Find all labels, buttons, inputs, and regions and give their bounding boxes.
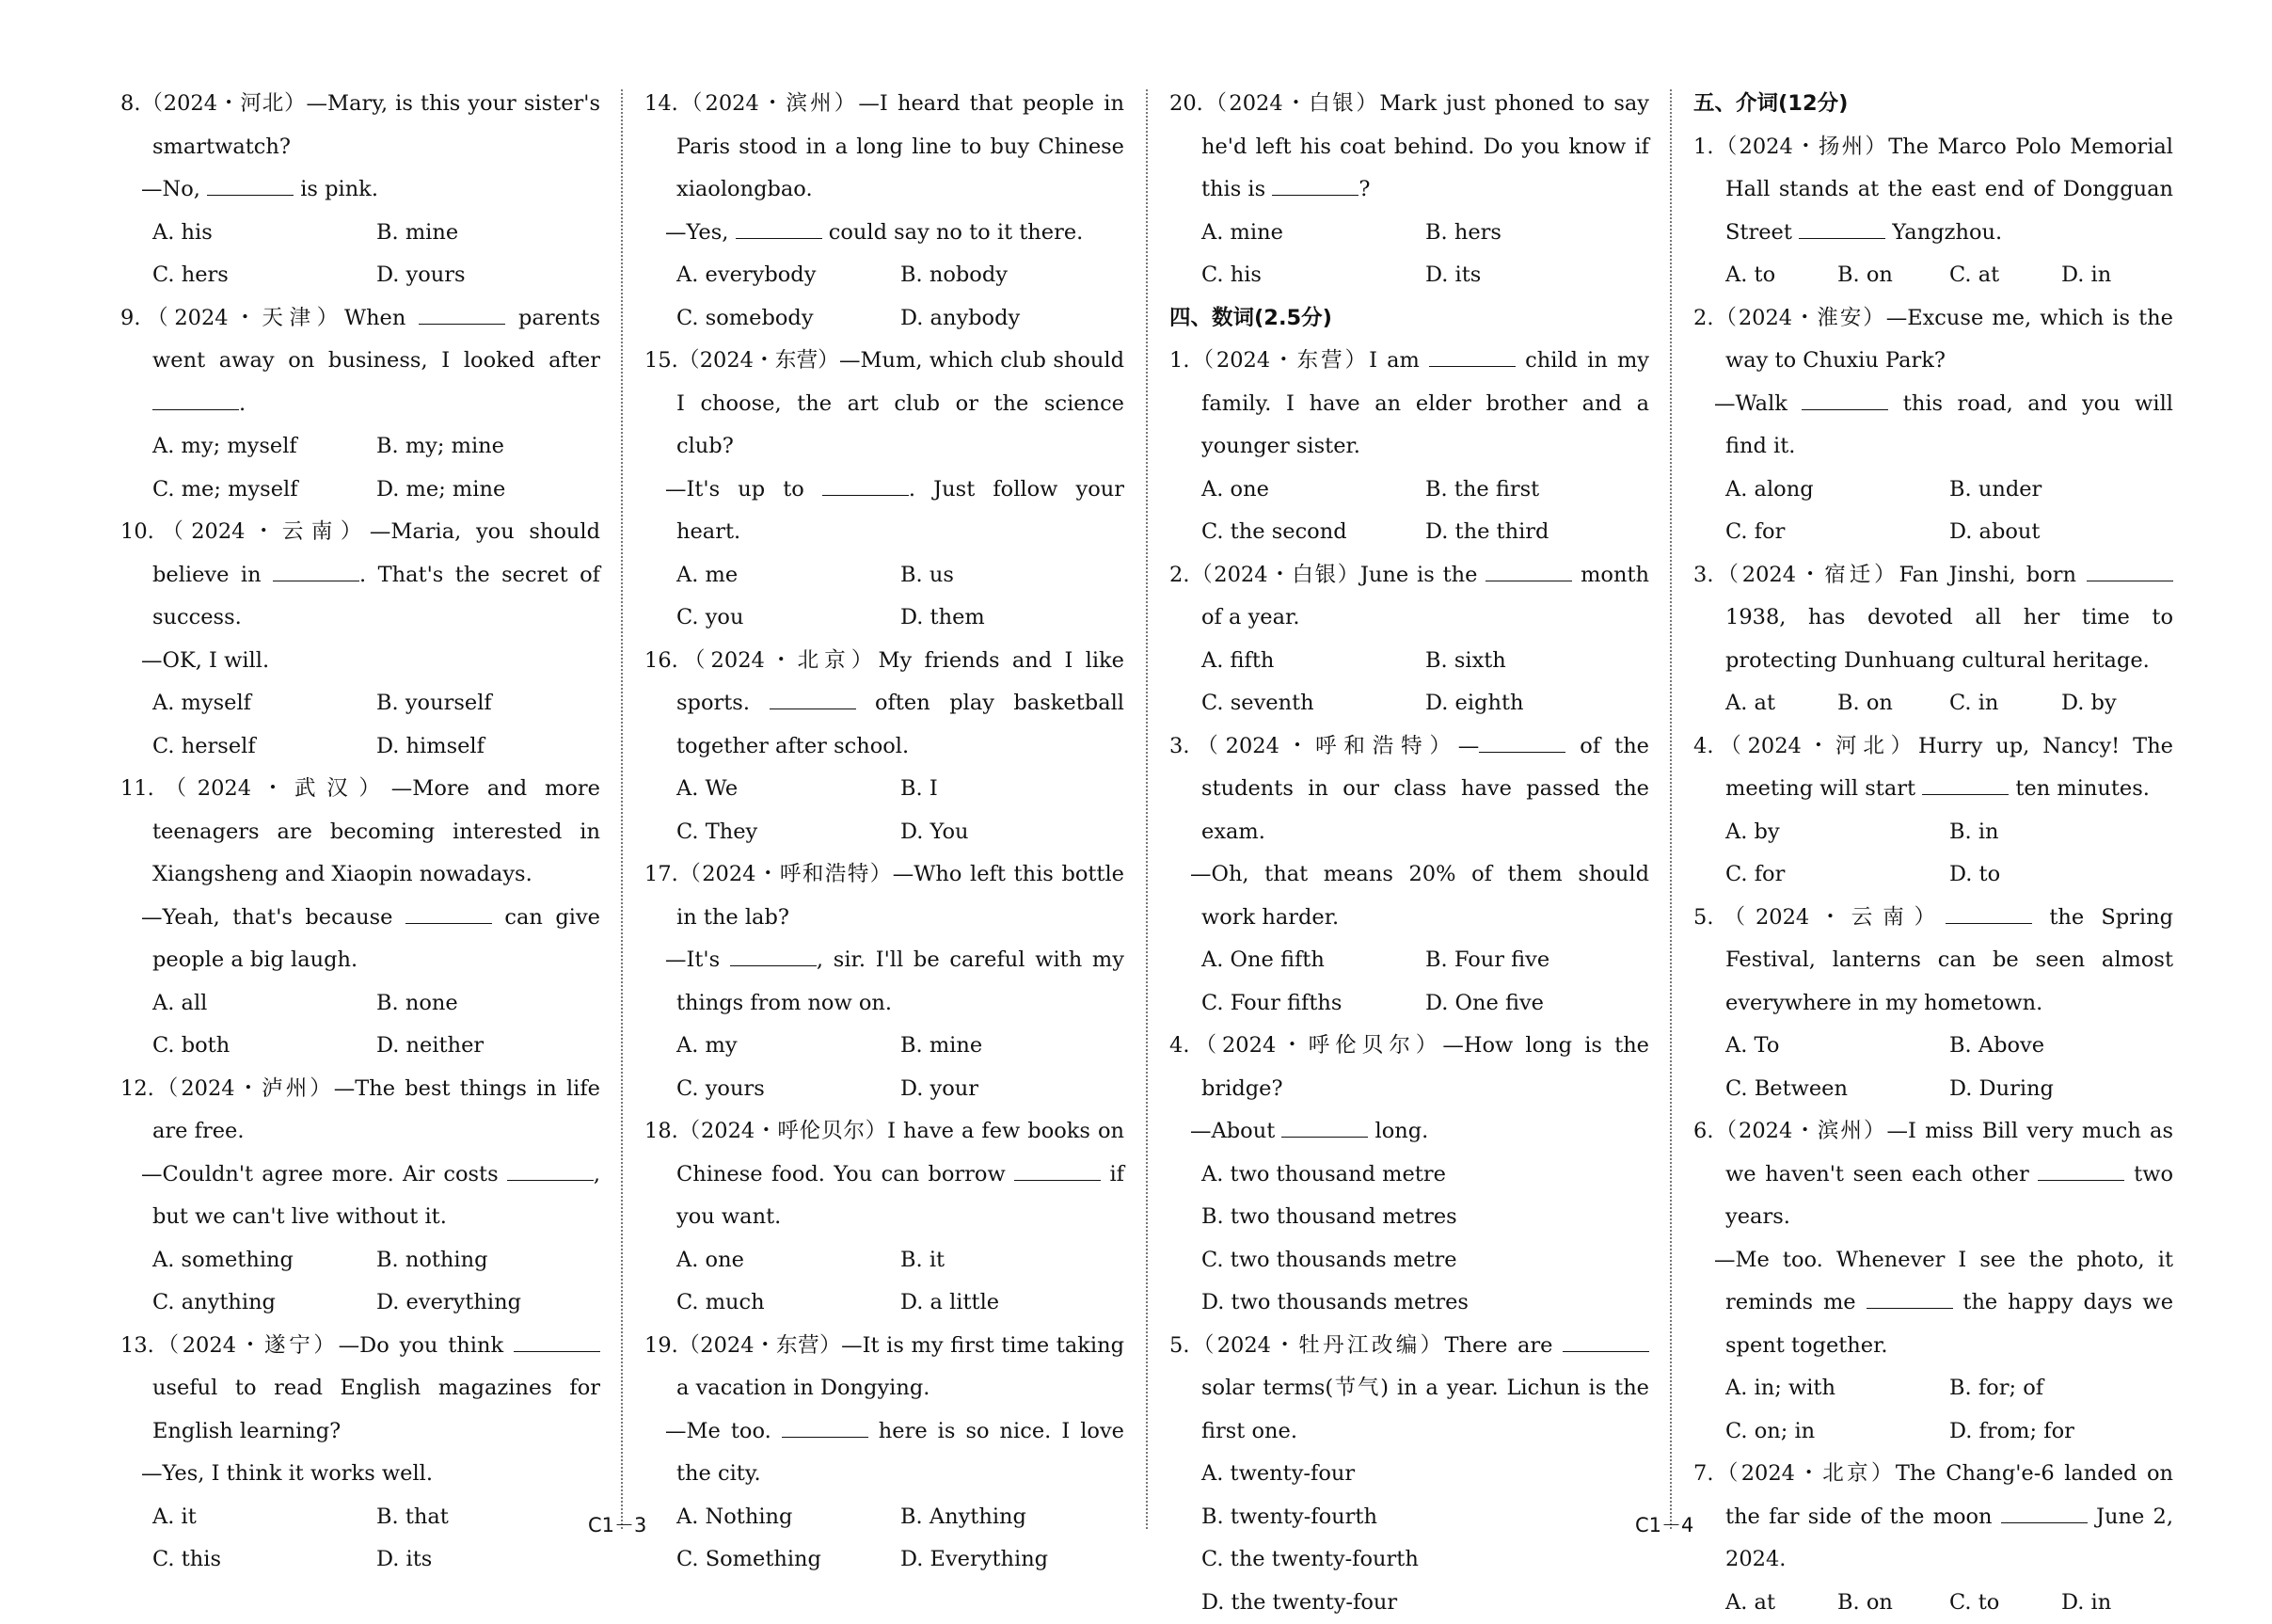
question-text: of the students in our class have passed the exam. xyxy=(1201,734,1649,844)
question-text: ? xyxy=(1358,177,1370,201)
options-grid xyxy=(1169,640,1649,725)
question-text: —Me too. xyxy=(665,1419,782,1443)
answer-option[interactable]: D. himself xyxy=(376,725,600,769)
answer-blank[interactable] xyxy=(1014,1160,1101,1180)
answer-option[interactable]: D. your xyxy=(900,1068,1124,1111)
answer-option[interactable]: A. two thousand metre xyxy=(1169,1154,1649,1197)
question-stem xyxy=(644,340,1124,469)
answer-option[interactable]: D. in xyxy=(2061,254,2173,297)
question xyxy=(1693,554,2173,725)
question-stem xyxy=(1169,340,1649,469)
question xyxy=(120,511,600,768)
question-text: —Oh, that means 20% of them should work harder. xyxy=(1190,862,1649,930)
question-text: the Spring Festival, lanterns can be seen almost everywhere in my hometown. xyxy=(1725,905,2173,1015)
dialogue-line xyxy=(644,469,1124,554)
answer-blank[interactable] xyxy=(2087,561,2173,581)
answer-blank[interactable] xyxy=(1867,1289,1953,1309)
answer-blank[interactable] xyxy=(507,1160,594,1180)
dialogue-line xyxy=(644,1410,1124,1496)
question-stem xyxy=(1693,1453,2173,1582)
answer-option[interactable]: D. its xyxy=(376,1538,600,1582)
question-text: 3.（2024・宿迁）Fan Jinshi, born xyxy=(1693,563,2087,587)
answer-blank[interactable] xyxy=(273,561,359,581)
answer-option[interactable]: B. nothing xyxy=(376,1239,600,1282)
answer-option[interactable]: C. me; myself xyxy=(152,469,376,512)
answer-option[interactable]: C. Between xyxy=(1725,1068,1949,1111)
options-grid xyxy=(120,212,600,297)
column-1 xyxy=(120,83,600,1582)
options-grid xyxy=(644,1025,1124,1110)
question-text: , sir. I'll be careful with my things from now on. xyxy=(676,947,1124,1015)
question-text: here is so nice. I love the city. xyxy=(676,1419,1124,1487)
question xyxy=(644,340,1124,640)
question xyxy=(120,1068,600,1325)
answer-option[interactable]: A. one xyxy=(676,1239,900,1282)
answer-option[interactable]: A. at xyxy=(1725,682,1837,725)
question-text: this road, and you will find it. xyxy=(1725,391,2173,459)
question-stem xyxy=(1693,554,2173,683)
question-text: 3.（2024・呼和浩特）— xyxy=(1169,734,1479,758)
question-text: 6.（2024・滨州）—I miss Bill very much as we haven't seen each other xyxy=(1693,1119,2173,1186)
question-text: —Yeah, that's because xyxy=(141,905,405,930)
answer-option[interactable]: A. something xyxy=(152,1239,376,1282)
answer-option[interactable]: D. a little xyxy=(900,1282,1124,1325)
column-3 xyxy=(1169,83,1649,1624)
question-stem xyxy=(120,83,600,168)
answer-option[interactable]: D. them xyxy=(900,597,1124,640)
answer-blank[interactable] xyxy=(822,475,909,495)
question-text: if you want. xyxy=(676,1162,1124,1230)
answer-option[interactable]: D. about xyxy=(1949,511,2173,554)
answer-option[interactable]: B. Above xyxy=(1949,1025,2173,1068)
question-text: . Just follow your heart. xyxy=(676,477,1124,545)
answer-option[interactable]: C. Four fifths xyxy=(1201,982,1425,1026)
answer-blank[interactable] xyxy=(1281,1118,1368,1138)
answer-option[interactable]: C. for xyxy=(1725,853,1949,897)
answer-option[interactable]: A. Nothing xyxy=(676,1496,900,1539)
answer-option[interactable]: B. yourself xyxy=(376,682,600,725)
answer-option[interactable]: B. nobody xyxy=(900,254,1124,297)
question-text: 12.（2024・泸州）—The best things in life are free. xyxy=(120,1076,600,1144)
answer-blank[interactable] xyxy=(1479,732,1565,752)
question-text: 11.（2024・武汉）—More and more teenagers are becoming interested in Xiangsheng and Xiaopin nowadays. xyxy=(120,776,600,886)
question-text: 1938, has devoted all her time to protecting Dunhuang cultural heritage. xyxy=(1725,605,2173,673)
options-grid xyxy=(644,1239,1124,1325)
question-text: 8.（2024・河北）—Mary, is this your sister's smartwatch? xyxy=(120,91,600,159)
answer-option[interactable]: D. to xyxy=(1949,853,2173,897)
answer-blank[interactable] xyxy=(2001,1503,2088,1522)
question-text: is pink. xyxy=(294,177,378,201)
options-grid xyxy=(644,768,1124,853)
answer-option[interactable]: C. on; in xyxy=(1725,1410,1949,1454)
answer-option[interactable]: A. it xyxy=(152,1496,376,1539)
answer-option[interactable]: B. two thousand metres xyxy=(1169,1196,1649,1239)
dialogue-line xyxy=(120,640,600,683)
question-stem xyxy=(644,1325,1124,1410)
question-text: —Yes, I think it works well. xyxy=(141,1461,433,1486)
question-stem xyxy=(1169,725,1649,854)
answer-option[interactable]: D. eighth xyxy=(1425,682,1649,725)
answer-blank[interactable] xyxy=(514,1331,600,1351)
answer-blank[interactable] xyxy=(1946,903,2032,923)
answer-option[interactable]: C. in xyxy=(1949,682,2061,725)
question xyxy=(1693,1453,2173,1624)
answer-option[interactable]: D. the twenty-four xyxy=(1169,1582,1649,1624)
answer-option[interactable]: B. on xyxy=(1837,254,1949,297)
answer-option[interactable]: A. to xyxy=(1725,254,1837,297)
question-text: 16.（2024・北京）My friends and I like sports. xyxy=(644,648,1124,716)
question xyxy=(1169,340,1649,554)
question-stem xyxy=(644,853,1124,939)
question-text: could say no to it there. xyxy=(822,220,1084,245)
options-grid xyxy=(120,682,600,768)
answer-option[interactable]: B. under xyxy=(1949,469,2173,512)
question-text: , but we can't live without it. xyxy=(152,1162,600,1230)
answer-option[interactable]: D. One five xyxy=(1425,982,1649,1026)
options-grid xyxy=(1169,939,1649,1025)
question-text: 4.（2024・河北）Hurry up, Nancy! The meeting will start xyxy=(1693,734,2173,802)
answer-option[interactable]: B. mine xyxy=(900,1025,1124,1068)
options-grid xyxy=(644,554,1124,640)
dialogue-line xyxy=(120,897,600,982)
answer-option[interactable]: B. my; mine xyxy=(376,425,600,469)
answer-option[interactable]: D. two thousands metres xyxy=(1169,1282,1649,1325)
answer-option[interactable]: D. neither xyxy=(376,1025,600,1068)
question-stem xyxy=(644,1110,1124,1239)
options-grid xyxy=(120,1496,600,1582)
options-grid xyxy=(120,1239,600,1325)
answer-option[interactable]: B. in xyxy=(1949,811,2173,854)
question-text: 19.（2024・东营）—It is my first time taking a vacation in Dongying. xyxy=(644,1333,1124,1401)
question-text: parents went away on business, I looked after xyxy=(152,306,600,374)
answer-option[interactable]: A. his xyxy=(152,212,376,255)
dialogue-line xyxy=(1693,383,2173,469)
column-4 xyxy=(1693,83,2173,1624)
question-text: long. xyxy=(1368,1119,1428,1143)
answer-option[interactable]: C. his xyxy=(1201,254,1425,297)
answer-option[interactable]: A. my; myself xyxy=(152,425,376,469)
question-stem xyxy=(1693,1110,2173,1239)
answer-option[interactable]: B. sixth xyxy=(1425,640,1649,683)
options-grid xyxy=(1693,469,2173,554)
answer-option[interactable]: C. the twenty-fourth xyxy=(1169,1538,1649,1582)
question-stem xyxy=(1693,725,2173,811)
question-stem xyxy=(1169,1025,1649,1110)
question xyxy=(1693,126,2173,297)
answer-blank[interactable] xyxy=(1563,1331,1649,1351)
answer-blank[interactable] xyxy=(730,947,817,966)
dialogue-line xyxy=(120,1453,600,1496)
answer-blank[interactable] xyxy=(207,176,294,196)
question-text: —Yes, xyxy=(665,220,736,245)
question xyxy=(120,83,600,297)
answer-option[interactable]: B. I xyxy=(900,768,1124,811)
answer-blank[interactable] xyxy=(1802,390,1888,409)
question-text: 1.（2024・扬州）The Marco Polo Memorial Hall stands at the east end of Dongguan Street xyxy=(1693,135,2173,245)
answer-option[interactable]: B. for; of xyxy=(1949,1367,2173,1410)
answer-option[interactable]: C. both xyxy=(152,1025,376,1068)
answer-option[interactable]: B. the first xyxy=(1425,469,1649,512)
answer-option[interactable]: D. from; for xyxy=(1949,1410,2173,1454)
question xyxy=(1693,897,2173,1111)
question xyxy=(1169,1025,1649,1325)
question xyxy=(120,297,600,512)
answer-option[interactable]: A. at xyxy=(1725,1582,1837,1624)
question xyxy=(644,1110,1124,1325)
question-text: . That's the secret of success. xyxy=(152,563,600,630)
question-text: often play basketball together after school. xyxy=(676,691,1124,758)
answer-option[interactable]: C. They xyxy=(676,811,900,854)
question-text: —No, xyxy=(141,177,207,201)
answer-option[interactable]: B. it xyxy=(900,1239,1124,1282)
options-grid xyxy=(1693,1582,2173,1624)
question xyxy=(1693,1110,2173,1453)
answer-option[interactable]: D. the third xyxy=(1425,511,1649,554)
answer-option[interactable]: C. the second xyxy=(1201,511,1425,554)
dialogue-line xyxy=(1169,853,1649,939)
options-grid xyxy=(644,254,1124,340)
question-text: —Walk xyxy=(1714,391,1802,416)
question-text: 18.（2024・呼伦贝尔）I have a few books on Chinese food. You can borrow xyxy=(644,1119,1124,1186)
answer-option[interactable]: A. twenty-four xyxy=(1169,1453,1649,1496)
question-text: 1.（2024・东营）I am xyxy=(1169,348,1429,373)
answer-option[interactable]: D. anybody xyxy=(900,297,1124,341)
dialogue-line xyxy=(644,939,1124,1025)
answer-option[interactable]: C. somebody xyxy=(676,297,900,341)
question-stem xyxy=(120,297,600,426)
question-stem xyxy=(1169,554,1649,640)
answer-option[interactable]: A. my xyxy=(676,1025,900,1068)
answer-option[interactable]: B. twenty-fourth xyxy=(1169,1496,1649,1539)
answer-option[interactable]: D. me; mine xyxy=(376,469,600,512)
question-text: useful to read English magazines for English learning? xyxy=(152,1376,600,1443)
options-grid xyxy=(1169,212,1649,297)
answer-option[interactable]: D. its xyxy=(1425,254,1649,297)
options-grid xyxy=(120,982,600,1068)
options-grid xyxy=(1693,1025,2173,1110)
question-text: 17.（2024・呼和浩特）—Who left this bottle in the lab? xyxy=(644,862,1124,930)
answer-blank[interactable] xyxy=(770,690,856,709)
question xyxy=(120,1325,600,1582)
answer-option[interactable]: D. You xyxy=(900,811,1124,854)
question-text: two years. xyxy=(1725,1162,2173,1230)
column-separator xyxy=(1146,89,1148,1529)
question xyxy=(120,768,600,1068)
answer-blank[interactable] xyxy=(152,390,239,409)
dialogue-line xyxy=(644,212,1124,255)
answer-option[interactable]: A. fifth xyxy=(1201,640,1425,683)
dialogue-line xyxy=(120,1154,600,1239)
question-text: 5.（2024・云南） xyxy=(1693,905,1946,930)
answer-option[interactable]: D. Everything xyxy=(900,1538,1124,1582)
question xyxy=(644,1325,1124,1582)
question-text: —It's xyxy=(665,947,730,972)
answer-option[interactable]: C. you xyxy=(676,597,900,640)
answer-blank[interactable] xyxy=(405,903,492,923)
question-text: solar terms(节气) in a year. Lichun is the first one. xyxy=(1201,1376,1649,1443)
question xyxy=(644,853,1124,1110)
answer-option[interactable]: D. in xyxy=(2061,1582,2173,1624)
answer-option[interactable]: D. everything xyxy=(376,1282,600,1325)
question-text: 7.（2024・北京）The Chang'e-6 landed on the far side of the moon xyxy=(1693,1461,2173,1529)
question-text: 13.（2024・遂宁）—Do you think xyxy=(120,1333,514,1358)
question xyxy=(1693,297,2173,554)
answer-option[interactable]: C. Something xyxy=(676,1538,900,1582)
column-separator xyxy=(1670,89,1672,1529)
question-text: 5.（2024・牡丹江改编）There are xyxy=(1169,1333,1563,1358)
answer-option[interactable]: B. mine xyxy=(376,212,600,255)
dialogue-line xyxy=(1169,1110,1649,1154)
answer-option[interactable]: A. all xyxy=(152,982,376,1026)
question-text: 9.（2024・天津）When xyxy=(120,306,419,330)
question-stem xyxy=(644,83,1124,212)
question xyxy=(1169,554,1649,725)
answer-option[interactable]: B. that xyxy=(376,1496,600,1539)
options-grid xyxy=(1693,682,2173,725)
question-text: 2.（2024・淮安）—Excuse me, which is the way to Chuxiu Park? xyxy=(1693,306,2173,374)
answer-option[interactable]: C. for xyxy=(1725,511,1949,554)
question-text: child in my family. I have an elder brother and a younger sister. xyxy=(1201,348,1649,458)
answer-option[interactable]: A. We xyxy=(676,768,900,811)
question-text: 14.（2024・滨州）—I heard that people in Paris stood in a long line to buy Chinese xiaolongbao. xyxy=(644,91,1124,201)
question xyxy=(1693,725,2173,897)
answer-option[interactable]: A. one xyxy=(1201,469,1425,512)
answer-blank[interactable] xyxy=(1272,176,1358,196)
question-stem xyxy=(120,1325,600,1454)
question xyxy=(644,640,1124,854)
question-text: can give people a big laugh. xyxy=(152,905,600,973)
answer-option[interactable]: A. in; with xyxy=(1725,1367,1949,1410)
section-heading: 四、数词(2.5分) xyxy=(1169,297,1649,341)
column-2 xyxy=(644,83,1124,1582)
question-text: —Me too. Whenever I see the photo, it reminds me xyxy=(1714,1248,2173,1315)
question-text: month of a year. xyxy=(1201,563,1649,630)
answer-option[interactable]: C. anything xyxy=(152,1282,376,1325)
question-stem xyxy=(1169,83,1649,212)
answer-blank[interactable] xyxy=(1486,561,1572,581)
question-stem xyxy=(1169,1325,1649,1454)
answer-option[interactable]: C. yours xyxy=(676,1068,900,1111)
question-text: 10.（2024・云南）—Maria, you should believe in xyxy=(120,519,600,587)
question-stem xyxy=(1693,297,2173,383)
answer-option[interactable]: A. One fifth xyxy=(1201,939,1425,982)
options-grid xyxy=(1169,469,1649,554)
question-text: ten minutes. xyxy=(2009,776,2150,801)
answer-blank[interactable] xyxy=(1922,775,2009,795)
dialogue-line xyxy=(1693,1239,2173,1368)
question xyxy=(644,83,1124,340)
page-number-left: C1－3 xyxy=(588,1510,646,1538)
question-text: —It's up to xyxy=(665,477,822,502)
answer-blank[interactable] xyxy=(736,218,822,238)
question-text: 2.（2024・白银）June is the xyxy=(1169,563,1486,587)
answer-option[interactable]: C. two thousands metre xyxy=(1169,1239,1649,1282)
answer-option[interactable]: B. none xyxy=(376,982,600,1026)
page-number-right: C1－4 xyxy=(1635,1510,1693,1538)
question-text: —Couldn't agree more. Air costs xyxy=(141,1162,507,1186)
answer-option[interactable]: B. hers xyxy=(1425,212,1649,255)
question-text: 15.（2024・东营）—Mum, which club should I choose, the art club or the science club? xyxy=(644,348,1124,458)
question-text: —OK, I will. xyxy=(141,648,269,673)
question-stem xyxy=(1693,126,2173,255)
question-text: June 2, 2024. xyxy=(1725,1505,2173,1572)
question-text: 20.（2024・白银）Mark just phoned to say he'd left his coat behind. Do you know if this is xyxy=(1169,91,1649,201)
answer-option[interactable]: A. along xyxy=(1725,469,1949,512)
question-text: Yangzhou. xyxy=(1885,220,2002,245)
column-separator xyxy=(621,89,623,1529)
answer-blank[interactable] xyxy=(1429,347,1516,367)
answer-option[interactable]: C. at xyxy=(1949,254,2061,297)
answer-option[interactable]: A. me xyxy=(676,554,900,597)
answer-option[interactable]: B. on xyxy=(1837,1582,1949,1624)
answer-option[interactable]: A. by xyxy=(1725,811,1949,854)
question-text: . xyxy=(239,391,246,416)
answer-blank[interactable] xyxy=(419,304,505,324)
options-grid xyxy=(1693,1367,2173,1453)
answer-blank[interactable] xyxy=(782,1417,868,1437)
options-grid xyxy=(1693,254,2173,297)
dialogue-line xyxy=(120,168,600,212)
answer-option[interactable]: C. hers xyxy=(152,254,376,297)
question xyxy=(1169,83,1649,297)
answer-option[interactable]: B. us xyxy=(900,554,1124,597)
answer-option[interactable]: C. much xyxy=(676,1282,900,1325)
answer-option[interactable]: B. on xyxy=(1837,682,1949,725)
answer-option[interactable]: C. to xyxy=(1949,1582,2061,1624)
question-stem xyxy=(120,511,600,640)
answer-option[interactable]: B. Four five xyxy=(1425,939,1649,982)
question-stem xyxy=(120,768,600,897)
question-text: 4.（2024・呼伦贝尔）—How long is the bridge? xyxy=(1169,1033,1649,1101)
answer-option[interactable]: D. by xyxy=(2061,682,2173,725)
options-grid xyxy=(644,1496,1124,1582)
answer-option[interactable]: C. this xyxy=(152,1538,376,1582)
answer-option[interactable]: A. myself xyxy=(152,682,376,725)
answer-option[interactable]: C. herself xyxy=(152,725,376,769)
answer-option[interactable]: D. yours xyxy=(376,254,600,297)
answer-blank[interactable] xyxy=(1799,218,1885,238)
question-text: the happy days we spent together. xyxy=(1725,1290,2173,1358)
options-grid xyxy=(1693,811,2173,897)
question-stem xyxy=(120,1068,600,1154)
question-stem xyxy=(1693,897,2173,1026)
answer-blank[interactable] xyxy=(2038,1160,2124,1180)
question xyxy=(1169,1325,1649,1624)
question xyxy=(1169,725,1649,1026)
answer-option[interactable]: D. During xyxy=(1949,1068,2173,1111)
options-grid xyxy=(120,425,600,511)
answer-option[interactable]: A. everybody xyxy=(676,254,900,297)
question-text: —About xyxy=(1190,1119,1281,1143)
question-stem xyxy=(644,640,1124,769)
answer-option[interactable]: B. Anything xyxy=(900,1496,1124,1539)
answer-option[interactable]: A. To xyxy=(1725,1025,1949,1068)
section-heading: 五、介词(12分) xyxy=(1693,83,2173,126)
answer-option[interactable]: C. seventh xyxy=(1201,682,1425,725)
answer-option[interactable]: A. mine xyxy=(1201,212,1425,255)
